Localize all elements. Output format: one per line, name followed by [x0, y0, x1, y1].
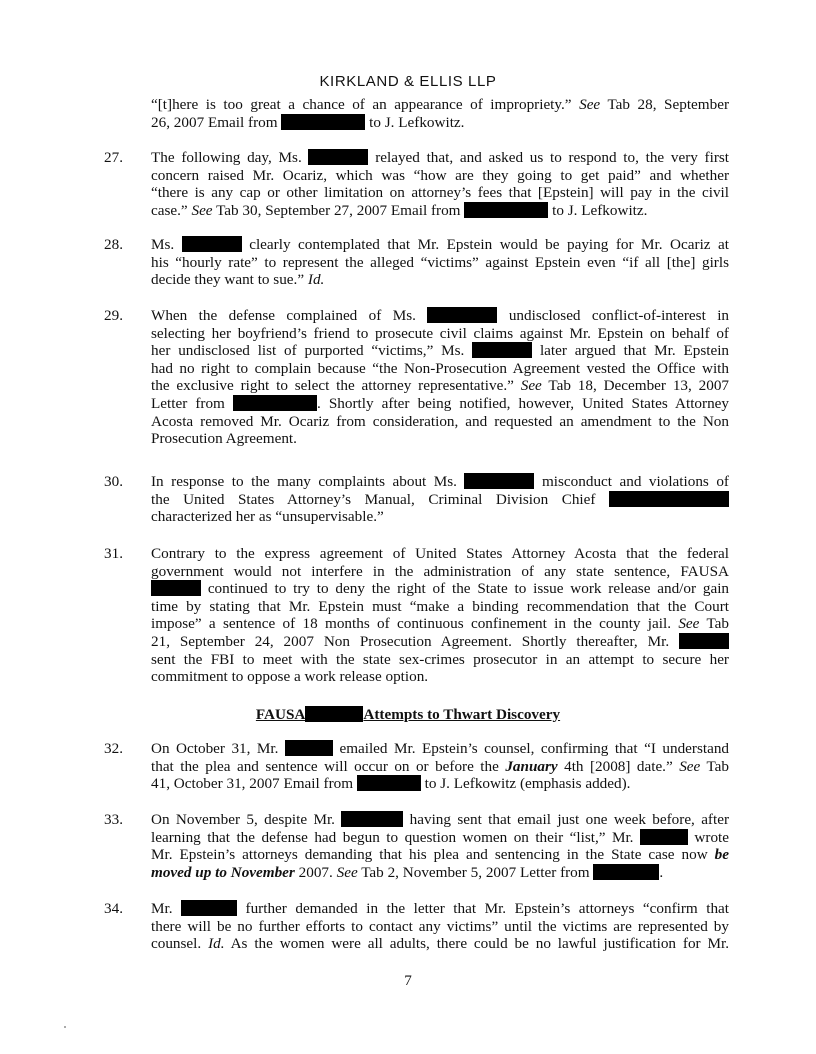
- firm-letterhead: KIRKLAND & ELLIS LLP: [319, 73, 497, 90]
- redaction: [464, 473, 534, 489]
- paragraph-number: 29.: [104, 307, 123, 324]
- paragraph-29: When the defense complained of Ms. undisclosed conflict-of-interest in selecting her boyfriend’s friend to prosecute civil claims against Mr. Epstein on behalf of her undisclosed list of purported “victims,” Ms. later argued that Mr. Epstein had no right to complain because “the Non-Prosecution Agreement vested the Office with the exclusive right to select the attorney representative.” See Tab 18, December 13, 2007 Letter from . Shortly after being notified, however, United States Attorney Acosta removed Mr. Ocariz from consideration, and requested an amendment to the Non Prosecution Agreement.: [151, 307, 730, 448]
- paragraph-32: On October 31, Mr. emailed Mr. Epstein’s counsel, confirming that “I understand that the plea and sentence will occur on or before the January 4th [2008] date.” See Tab 41, October 31, 2007 Email from to J. Lefkowitz (emphasis added).: [151, 740, 730, 793]
- redaction: [679, 633, 729, 649]
- redaction: [341, 811, 403, 827]
- redaction: [593, 864, 659, 880]
- scan-speck: [64, 1026, 66, 1028]
- redaction: [281, 114, 365, 130]
- paragraph-number: 27.: [104, 149, 123, 166]
- redaction: [357, 775, 421, 791]
- redaction: [151, 580, 201, 596]
- paragraph-34: Mr. further demanded in the letter that Mr. Epstein’s attorneys “confirm that there will be no further efforts to contact any victims” until the victims are represented by counsel. Id. As the women were all adults, there could be no lawful justification for Mr.: [151, 900, 730, 953]
- redaction: [182, 236, 242, 252]
- paragraph-33: On November 5, despite Mr. having sent that email just one week before, after learning that the defense had begun to question women on their “list,” Mr. wrote Mr. Epstein’s attorneys demanding that his plea and sentencing in the State case now be moved up to November 2007. See Tab 2, November 5, 2007 Letter from .: [151, 811, 730, 881]
- page-number: 7: [404, 972, 412, 989]
- paragraph-30: In response to the many complaints about Ms. misconduct and violations of the United States Attorney’s Manual, Criminal Division Chief characterized her as “unsupervisable.”: [151, 473, 729, 526]
- paragraph-number: 30.: [104, 473, 123, 490]
- paragraph-number: 28.: [104, 236, 123, 253]
- paragraph-number: 34.: [104, 900, 123, 917]
- paragraph-27: The following day, Ms. relayed that, and asked us to respond to, the very first concern raised Mr. Ocariz, which was “how are they going to get paid” and whether “there is any cap or other limitation on attorney’s fees that [Epstein] will pay in the civil case.” See Tab 30, September 27, 2007 Email from to J. Lefkowitz.: [151, 149, 730, 219]
- redaction: [181, 900, 237, 916]
- section-heading: FAUSA Attempts to Thwart Discovery: [255, 706, 561, 723]
- redaction: [308, 149, 368, 165]
- continued-paragraph: “[t]here is too great a chance of an appearance of impropriety.” See Tab 28, September 26, 2007 Email from to J. Lefkowitz.: [151, 96, 729, 131]
- redaction: [427, 307, 497, 323]
- paragraph-number: 31.: [104, 545, 123, 562]
- redaction: [640, 829, 688, 845]
- redaction: [472, 342, 532, 358]
- paragraph-number: 32.: [104, 740, 123, 757]
- paragraph-28: Ms. clearly contemplated that Mr. Epstein would be paying for Mr. Ocariz at his “hourly rate” to represent the alleged “victims” against Epstein even “if all [the] girls decide they want to sue.” Id.: [151, 236, 729, 289]
- redaction: [609, 491, 729, 507]
- redaction: [305, 706, 363, 722]
- redaction: [285, 740, 333, 756]
- paragraph-31: Contrary to the express agreement of United States Attorney Acosta that the federal government would not interfere in the administration of any state sentence, FAUSA continued to try to deny the right of the State to issue work release and/or gain time by stating that Mr. Epstein must “make a binding recommendation that the Court impose” a sentence of 18 months of continuous confinement in the county jail. See Tab 21, September 24, 2007 Non Prosecution Agreement. Shortly thereafter, Mr. sent the FBI to meet with the state sex-crimes prosecutor in an attempt to secure her commitment to oppose a work release option.: [151, 545, 730, 686]
- paragraph-number: 33.: [104, 811, 123, 828]
- redaction: [233, 395, 317, 411]
- redaction: [464, 202, 548, 218]
